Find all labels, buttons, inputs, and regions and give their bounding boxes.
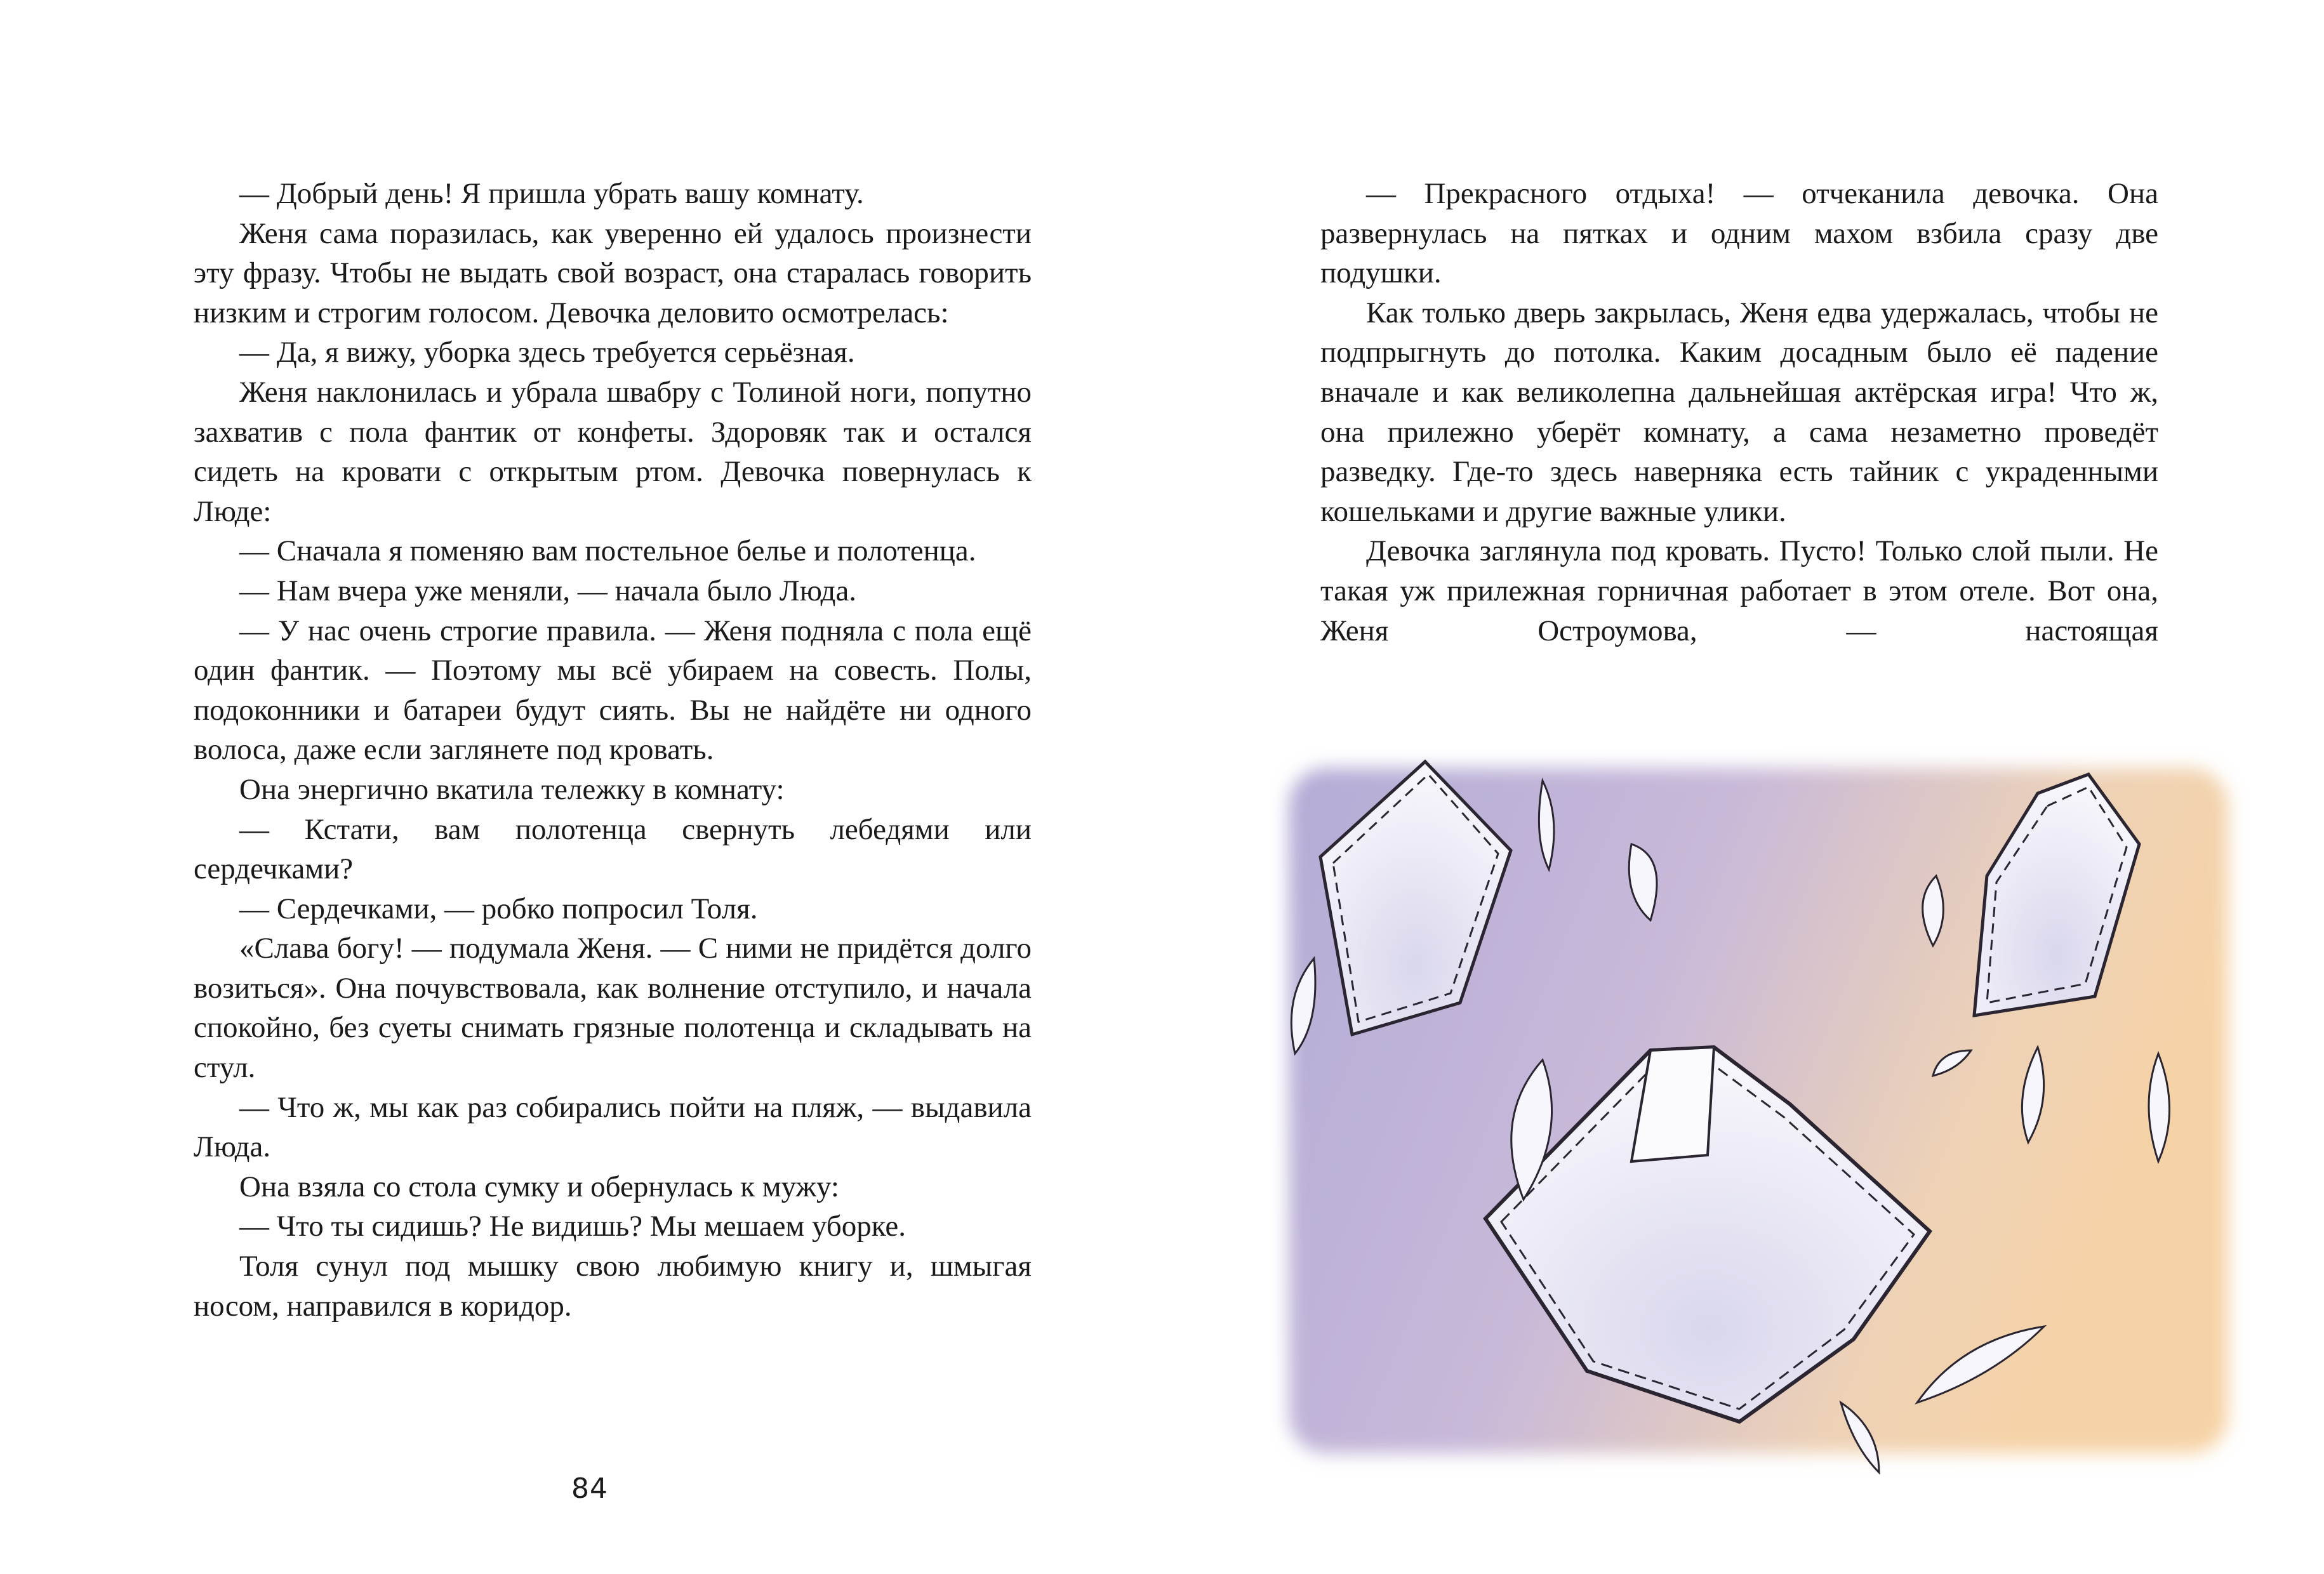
paragraph: — Что ж, мы как раз собирались пойти на пляж, — выдавила Люда. [194,1090,1032,1164]
right-page-text [1320,174,2158,651]
paragraph: — Что ты сидишь? Не видишь? Мы мешаем уборке. [239,1210,906,1243]
paragraph: — Сначала я поменяю вам постельное белье и полотенца. [239,534,976,568]
paragraph: Девочка заглянула под кровать. Пусто! Только слой пыли. Не такая уж прилежная горничная работает в этом отеле. Вот она, Женя Остроумова, — настоящая [1320,534,2158,647]
paragraph: Она взяла со стола сумку и обернулась к мужу: [239,1170,839,1203]
paragraph: Она энергично вкатила тележку в комнату: [239,772,785,806]
paragraph: Как только дверь закрылась, Женя едва удержалась, чтобы не подпрыгнуть до потолка. Каким досадным было её падение вначале и как великолепна дальнейшая актёрская игра! Что ж, она прилежно уберёт комнату, а сама незаметно проведёт разведку. Где-то здесь наверняка есть тайник с украденными кошельками и другие важные улики. [1320,296,2158,528]
paragraph: Женя сама поразилась, как уверенно ей удалось произнести эту фразу. Чтобы не выдать свой возраст, она старалась говорить низким и строгим голосом. Девочка деловито осмотрелась: [194,216,1032,329]
paragraph: — У нас очень строгие правила. — Женя подняла с пола ещё один фантик. — Поэтому мы всё убираем на совесть. Полы, подоконники и батареи будут сиять. Вы не найдёте ни одного волоса, даже если заглянете под кровать. [194,614,1032,767]
pillows-illustration [1270,749,2247,1498]
paragraph: — Сердечками, — робко попросил Толя. [239,892,758,925]
paragraph: Толя сунул под мышку свою любимую книгу и, шмыгая носом, направился в коридор. [194,1250,1032,1323]
paragraph: — Прекрасного отдыха! — отчеканила девочка. Она развернулась на пятках и одним махом взбила сразу две подушки. [1320,177,2158,290]
left-page-text [194,174,1032,1326]
paragraph: «Слава богу! — подумала Женя. — С ними не придётся долго возиться». Она почувствовала, как волнение отступило, и начала спокойно, без суеты снимать грязные полотенца и складывать на стул. [194,932,1032,1085]
paragraph: — Добрый день! Я пришла убрать вашу комнату. [239,177,864,210]
paragraph: — Кстати, вам полотенца свернуть лебедями или сердечками? [194,812,1032,886]
paragraph: Женя наклонилась и убрала швабру с Толиной ноги, попутно захватив с пола фантик от конфеты. Здоровяк так и остался сидеть на кровати с открытым ртом. Девочка повернулась к Люде: [194,375,1032,528]
paragraph: — Да, я вижу, уборка здесь требуется серьёзная. [239,336,855,369]
paragraph: — Нам вчера уже меняли, — начала было Люда. [239,574,857,607]
page-number: 84 [571,1472,608,1505]
pillows-drawing [1270,749,2247,1498]
right-page [1162,0,2324,1574]
